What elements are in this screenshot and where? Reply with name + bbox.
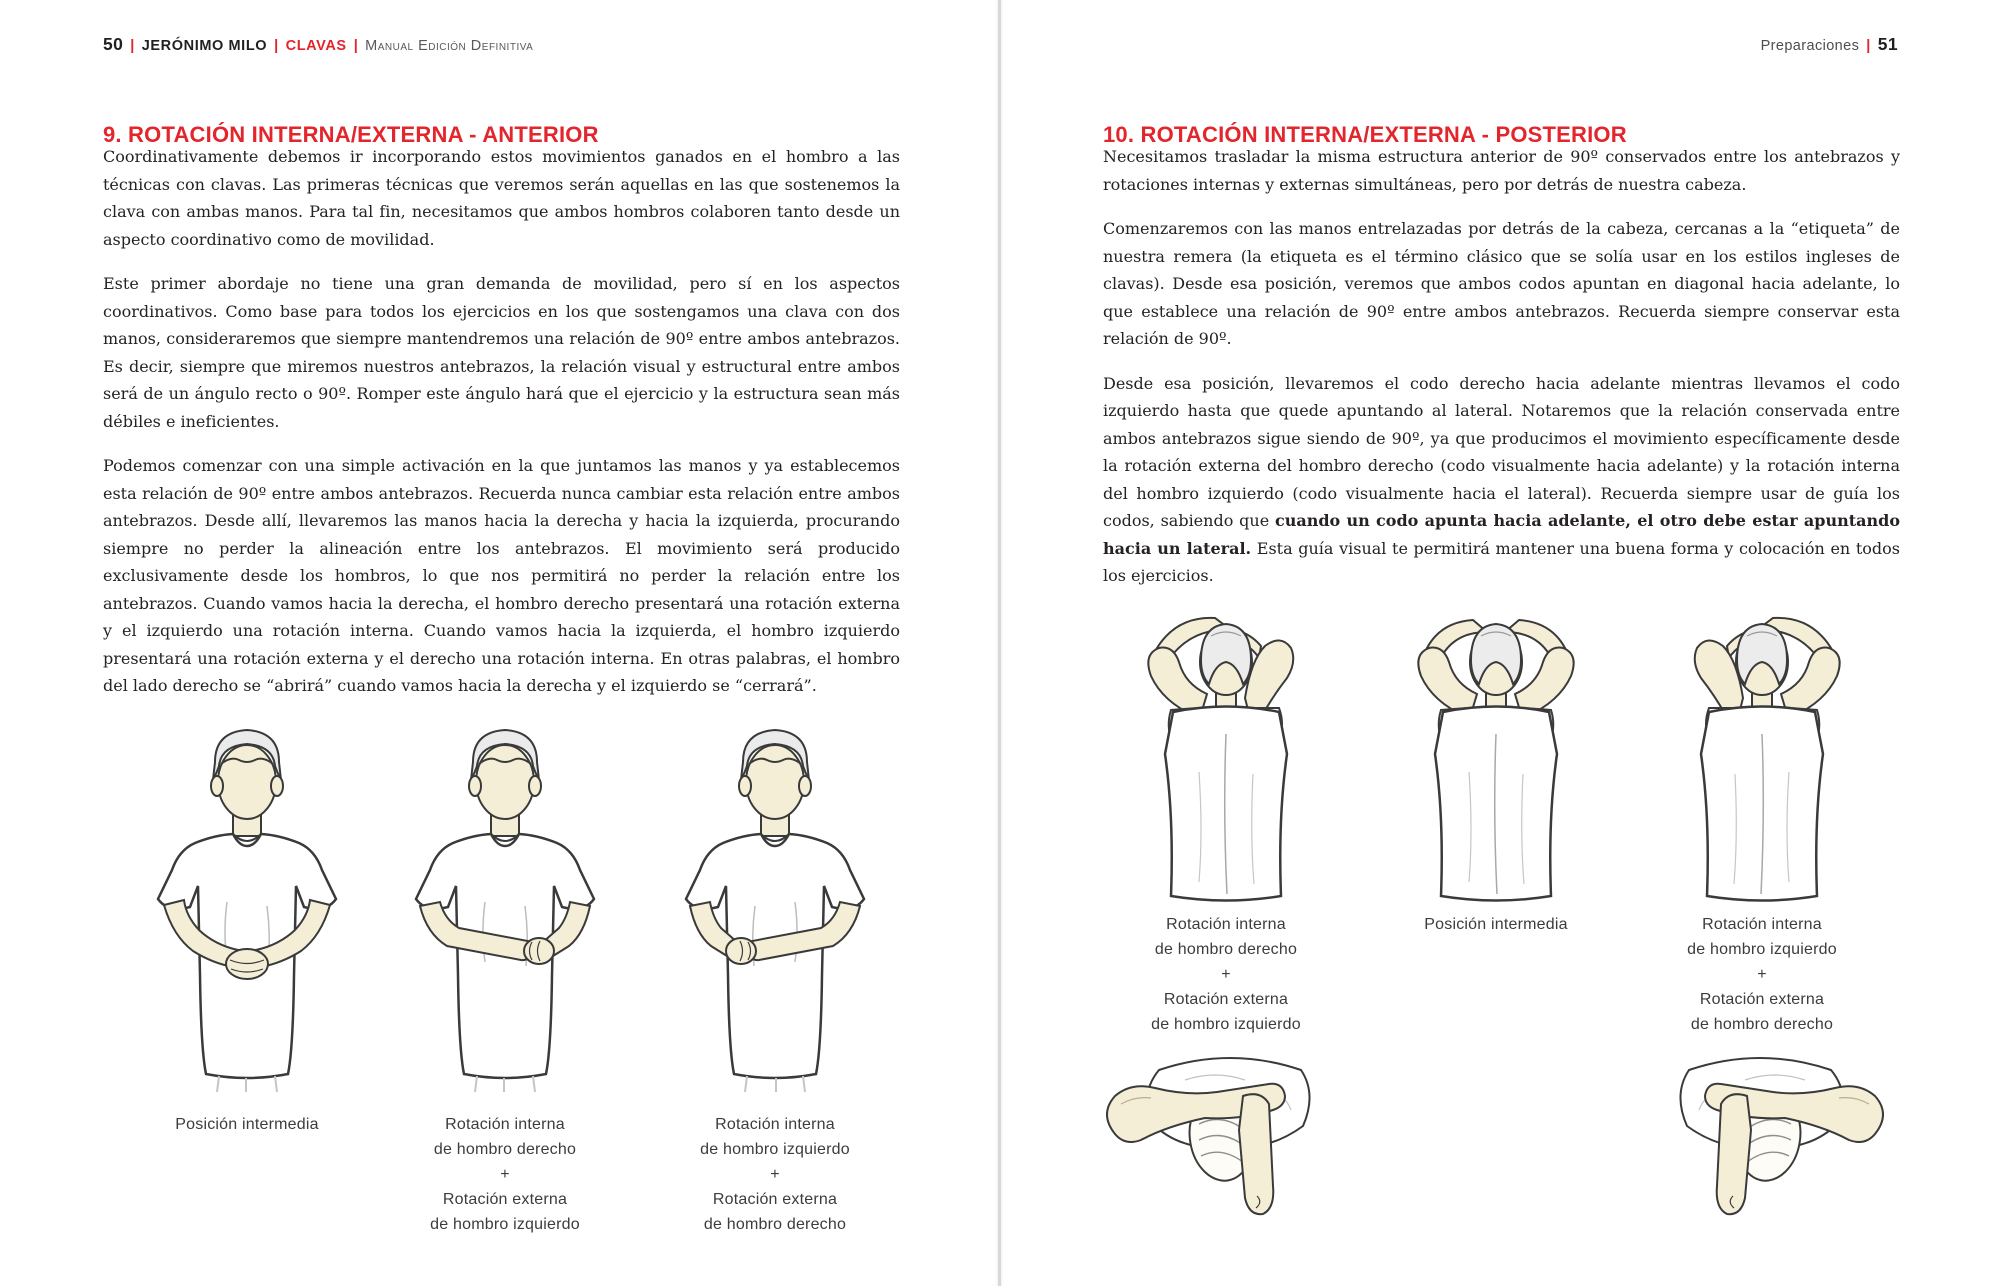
page-number: 50 — [103, 34, 124, 54]
book-brand: CLAVAS — [285, 38, 347, 54]
body-copy-right — [1103, 143, 1900, 607]
figure-front-intermediate — [127, 720, 367, 1092]
section-title-10: 10. ROTACIÓN INTERNA/EXTERNA - POSTERIOR — [1103, 121, 1627, 147]
paragraph: Podemos comenzar con una simple activación en la que juntamos las manos y ya establecemos esta relación de 90º entre ambos antebrazos. Recuerda nunca cambiar esta relación entre ambos antebrazos. Desde allí, llevaremos las manos hacia la derecha y hacia la izquierda, procurando siempre no perder la alineación entre los antebrazos. El movimiento será producido exclusivamente desde los hombros, lo que nos permitirá no perder la relación entre los antebrazos. Cuando vamos hacia la derecha, el hombro derecho presentará una rotación externa y el izquierdo una rotación interna. Cuando vamos hacia la izquierda, el hombro izquierdo presentará una rotación externa y el derecho una rotación interna. En otras palabras, el hombro del lado derecho se “abrirá” cuando vamos hacia la derecha y el izquierdo se “cerrará”. — [103, 456, 900, 695]
header-separator: | — [130, 38, 135, 54]
figure-caption: Rotación interna de hombro izquierdo + Rotación externa de hombro derecho — [1687, 916, 1837, 1033]
figure-caption: Rotación interna de hombro derecho + Rotación externa de hombro izquierdo — [1151, 916, 1301, 1033]
header-separator: | — [353, 38, 359, 54]
figure-back-intermediate — [1381, 602, 1611, 902]
figure-back-rotation-left — [1647, 602, 1877, 902]
figure-caption: Rotación interna de hombro derecho + Rotación externa de hombro izquierdo — [430, 1116, 580, 1233]
author-name: JERÓNIMO MILO — [141, 38, 268, 54]
page-51 — [1000, 0, 2000, 1286]
paragraph: Este primer abordaje no tiene una gran demanda de movilidad, pero sí en los aspectos coordinativos. Como base para todos los ejercicios en los que sostengamos una clava con dos manos, consideraremos que siempre mantendremos una relación de 90º entre ambos antebrazos. Es decir, siempre que miremos nuestros antebrazos, la relación visual y estructural entre ambos será de un ángulo recto o 90º. Romper este ángulo hará que el ejercicio y la estructura sean más débiles e ineficientes. — [103, 274, 900, 431]
bold-emphasis: cuando un codo apunta hacia adelante, el otro debe estar apuntando hacia un lateral. — [1103, 511, 1901, 558]
header-separator: | — [1866, 38, 1871, 54]
figure-topview-right-rotation — [1095, 1036, 1365, 1236]
page-gutter-divider — [998, 0, 1001, 1286]
figure-caption: Posición intermedia — [1424, 916, 1568, 933]
paragraph: Desde esa posición, llevaremos el codo derecho hacia adelante mientras llevamos el codo izquierdo hasta que quede apuntando al lateral. Notaremos que la relación conservada entre ambos antebrazos sigue siendo de 90º, ya que producimos el movimiento específicamente desde la rotación externa del hombro derecho (codo visualmente hacia adelante) y la rotación interna del hombro izquierdo (codo visualmente hacia el lateral). Recuerda siempre usar de guía los codos, sabiendo que cuando un codo apunta hacia adelante, el otro debe estar apuntando hacia un lateral. Esta guía visual te permitirá mantener una buena forma y colocación en todos los ejercicios. — [1103, 373, 1901, 585]
running-header-right — [1761, 34, 1898, 55]
running-header-left — [103, 34, 533, 55]
paragraph: Necesitamos trasladar la misma estructura anterior de 90º conservados entre los antebrazos y rotaciones internas y externas simultáneas, pero por detrás de nuestra cabeza. — [1103, 147, 1900, 194]
section-name: Preparaciones — [1760, 38, 1860, 54]
page-number: 51 — [1877, 34, 1898, 54]
paragraph: Comenzaremos con las manos entrelazadas por detrás de la cabeza, cercanas a la “etiqueta” de nuestra remera (la etiqueta es el término clásico que se solía usar en los estilos ingleses de clavas). Desde esa posición, veremos que ambos codos apuntan en diagonal hacia adelante, lo que establece una relación de 90º entre ambos antebrazos. Recuerda siempre conservar esta relación de 90º. — [1103, 219, 1900, 348]
header-separator: | — [274, 38, 279, 54]
section-title-9: 9. ROTACIÓN INTERNA/EXTERNA - ANTERIOR — [103, 121, 599, 147]
figure-front-rotation-right — [385, 720, 625, 1092]
figure-back-rotation-right — [1111, 602, 1341, 902]
paragraph: Coordinativamente debemos ir incorporando estos movimientos ganados en el hombro a las técnicas con clavas. Las primeras técnicas que veremos serán aquellas en las que sostenemos la clava con ambas manos. Para tal fin, necesitamos que ambos hombros colaboren tanto desde un aspecto coordinativo como de movilidad. — [103, 147, 900, 249]
figure-topview-left-rotation — [1625, 1036, 1895, 1236]
figure-caption: Posición intermedia — [175, 1116, 319, 1133]
figure-front-rotation-left — [655, 720, 895, 1092]
figure-caption: Rotación interna de hombro izquierdo + Rotación externa de hombro derecho — [700, 1116, 850, 1233]
book-subtitle: Manual Edición Definitiva — [365, 38, 534, 54]
body-copy-left — [103, 143, 900, 717]
